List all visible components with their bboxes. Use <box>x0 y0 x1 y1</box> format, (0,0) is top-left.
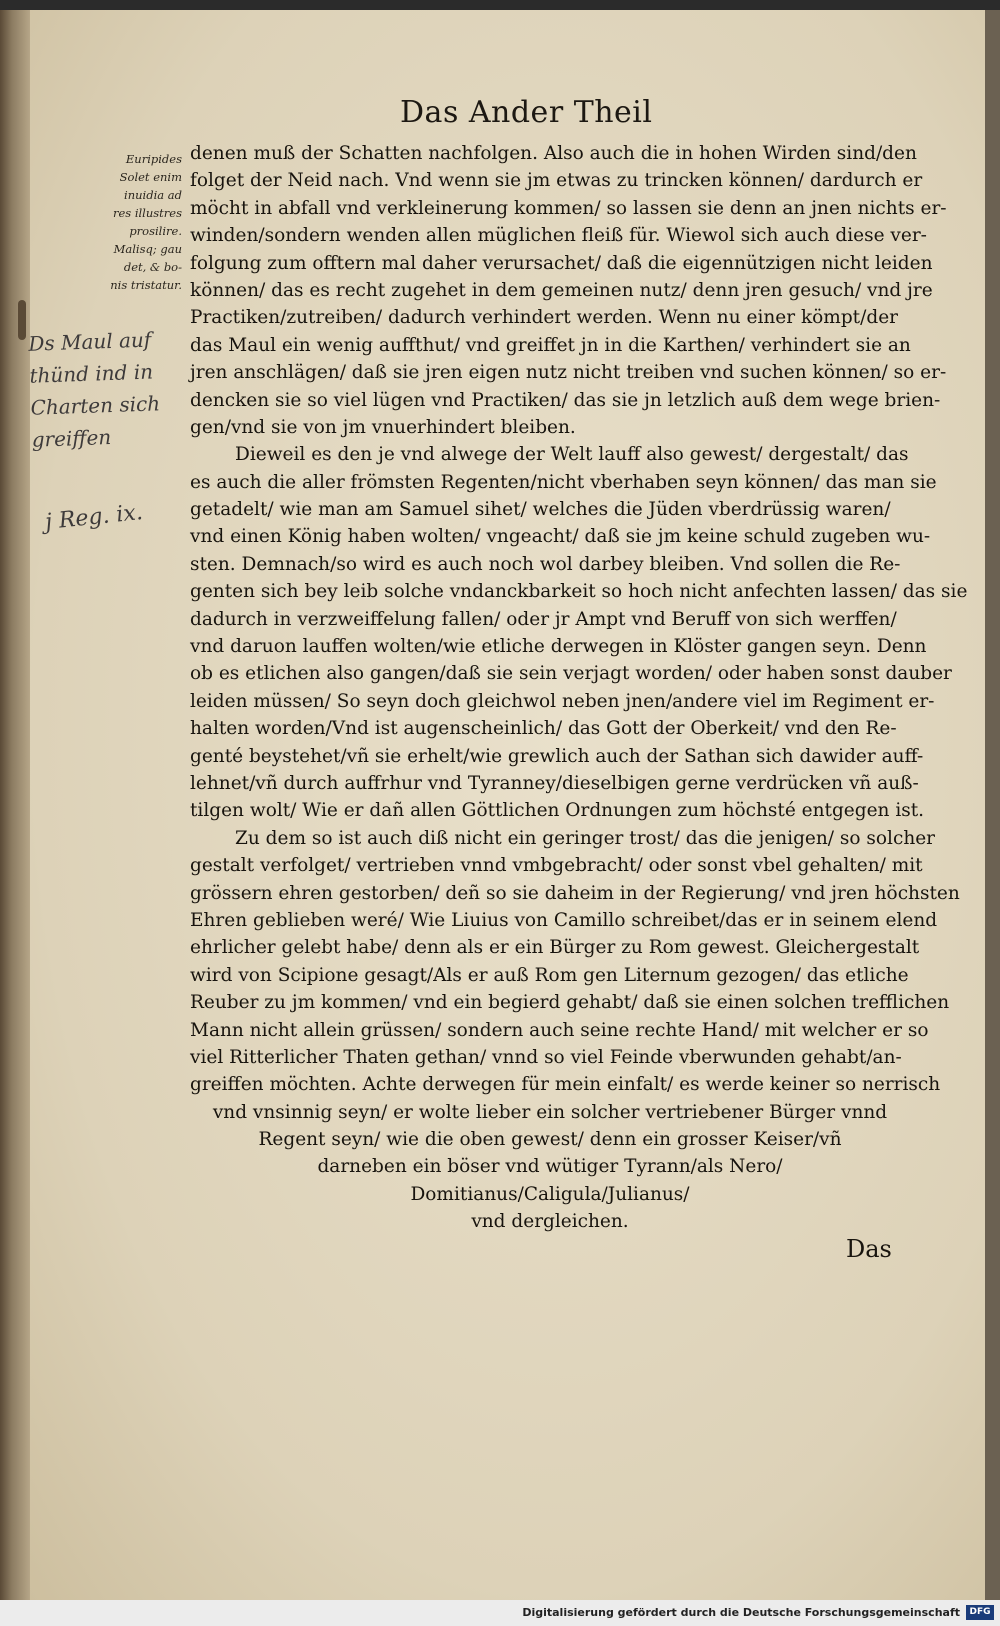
page-binding-edge <box>0 10 30 1600</box>
text-line: wird von Scipione gesagt/Als er auß Rom gen Liternum gezogen/ das etliche <box>190 964 909 986</box>
marginal-note-line: prosilire. <box>129 224 182 238</box>
text-line: sten. Demnach/so wird es auch noch wol darbey bleiben. Vnd sollen die Re- <box>190 553 901 575</box>
text-line: getadelt/ wie man am Samuel sihet/ welches die Jüden vberdrüssig waren/ <box>190 499 891 521</box>
tapered-text-line: Regent seyn/ wie die oben gewest/ denn ein grosser Keiser/vñ <box>258 1129 842 1151</box>
text-line: dadurch in verzweiffelung fallen/ oder jr Ampt vnd Beruff von sich werffen/ <box>190 608 897 630</box>
text-line: genten sich bey leib solche vndanckbarkeit so hoch nicht anfechten lassen/ das sie <box>190 581 968 603</box>
text-line: grössern ehren gestorben/ deñ so sie daheim in der Regierung/ vnd jren höchsten <box>190 882 960 904</box>
text-line: dencken sie so viel lügen vnd Practiken/ das sie jn letzlich auß dem wege brien- <box>190 389 941 411</box>
text-line: viel Ritterlicher Thaten gethan/ vnnd so viel Feinde vberwunden gehabt/an- <box>190 1046 902 1068</box>
marginal-note-line: Malisq; gau <box>113 242 182 256</box>
marginal-note-line: nis tristatur. <box>110 278 182 292</box>
handwritten-note-line: Ds Maul auf <box>27 327 152 356</box>
paragraph-start-line: Dieweil es den je vnd alwege der Welt lauff also gewest/ dergestalt/ das <box>235 444 909 466</box>
text-line: folget der Neid nach. Vnd wenn sie jm etwas zu trincken können/ dardurch er <box>190 170 923 192</box>
text-line: Ehren geblieben weré/ Wie Liuius von Camillo schreibet/das er in seinem elend <box>190 909 938 931</box>
handwritten-note-line: greiffen <box>31 424 112 452</box>
text-line: jren anschlägen/ daß sie jren eigen nutz nicht treiben vnd suchen können/ so er- <box>190 362 947 384</box>
body-text <box>190 140 968 1236</box>
text-line: halten worden/Vnd ist augenscheinlich/ das Gott der Oberkeit/ vnd den Re- <box>190 718 897 740</box>
text-line: vnd daruon lauffen wolten/wie etliche derwegen in Klöster gangen seyn. Denn <box>190 636 927 658</box>
text-line: winden/sondern wenden allen müglichen fleiß für. Wiewol sich auch diese ver- <box>190 225 927 247</box>
handwritten-note-line: thünd ind in <box>29 359 154 388</box>
tapered-text-line: vnd dergleichen. <box>471 1211 629 1233</box>
text-line: vnd einen König haben wolten/ vngeacht/ daß sie jm keine schuld zugeben wu- <box>190 526 931 548</box>
text-line: greiffen möchten. Achte derwegen für mein einfalt/ es werde keiner so nerrisch <box>190 1074 941 1096</box>
page-right-edge <box>985 10 1000 1600</box>
paragraph-start-line: Zu dem so ist auch diß nicht ein geringer trost/ das die jenigen/ so solcher <box>235 827 936 849</box>
footer-credit: Digitalisierung gefördert durch die Deutsche Forschungsgemeinschaft <box>522 1606 960 1619</box>
text-line: das Maul ein wenig auffthut/ vnd greiffet jn in die Karthen/ verhindert sie an <box>190 334 911 356</box>
handwritten-note-line: Charten sich <box>30 391 161 420</box>
tapered-text-line: Domitianus/Caligula/Julianus/ <box>410 1183 690 1205</box>
text-line: ob es etlichen also gangen/daß sie sein verjagt worden/ oder haben sonst dauber <box>190 663 952 685</box>
marginal-note-line: Euripides <box>125 152 182 166</box>
text-line: es auch die aller frömsten Regenten/nicht vberhaben seyn können/ das man sie <box>190 471 937 493</box>
tapered-text-line: vnd vnsinnig seyn/ er wolte lieber ein solcher vertriebener Bürger vnnd <box>212 1101 888 1123</box>
text-line: folgung zum offtern mal daher verursachet/ daß die eigennützigen nicht leiden <box>190 252 933 274</box>
marginal-note-line: res illustres <box>112 206 182 220</box>
text-line: ehrlicher gelebt habe/ denn als er ein Bürger zu Rom gewest. Gleichergestalt <box>190 937 920 959</box>
footer-bar <box>0 1600 1000 1626</box>
text-line: lehnet/vñ durch auffrhur vnd Tyranney/dieselbigen gerne verdrücken vñ auß- <box>190 772 919 794</box>
text-line: tilgen wolt/ Wie er dañ allen Göttlichen Ordnungen zum höchsté entgegen ist. <box>190 800 925 822</box>
dfg-logo: DFG <box>966 1605 994 1620</box>
text-line: leiden müssen/ So seyn doch gleichwol neben jnen/andere viel im Regiment er- <box>190 690 935 712</box>
text-line: denen muß der Schatten nachfolgen. Also auch die in hohen Wirden sind/den <box>190 143 917 164</box>
tapered-text-line: darneben ein böser vnd wütiger Tyrann/als Nero/ <box>317 1156 783 1178</box>
marginal-note-line: Solet enim <box>119 170 182 184</box>
text-line: möcht in abfall vnd verkleinerung kommen/ so lassen sie denn an jnen nichts er- <box>190 197 947 219</box>
handwritten-note <box>28 322 192 456</box>
text-line: gen/vnd sie von jm vnuerhindert bleiben. <box>190 416 576 438</box>
running-head: Das Ander Theil <box>400 95 653 130</box>
text-line: Reuber zu jm kommen/ vnd ein begierd gehabt/ daß sie einen solchen trefflichen <box>190 992 950 1014</box>
marginal-note-line: det, & bo- <box>123 260 182 274</box>
binding-smudge <box>18 300 26 340</box>
marginal-note <box>82 150 182 294</box>
handwritten-reference: j Reg. ix. <box>43 499 144 536</box>
text-line: Practiken/zutreiben/ dadurch verhindert werden. Wenn nu einer kömpt/der <box>190 307 898 329</box>
text-line: genté beystehet/vñ sie erhelt/wie grewlich auch der Sathan sich dawider auff- <box>190 745 924 767</box>
marginal-note-line: inuidia ad <box>124 188 182 202</box>
top-bar <box>0 0 1000 10</box>
text-line: können/ das es recht zugehet in dem gemeinen nutz/ denn jren gesuch/ vnd jre <box>190 279 933 301</box>
text-line: Mann nicht allein grüssen/ sondern auch seine rechte Hand/ mit welcher er so <box>190 1019 929 1041</box>
catchword: Das <box>846 1235 892 1263</box>
text-line: gestalt verfolget/ vertrieben vnnd vmbgebracht/ oder sonst vbel gehalten/ mit <box>190 855 923 877</box>
